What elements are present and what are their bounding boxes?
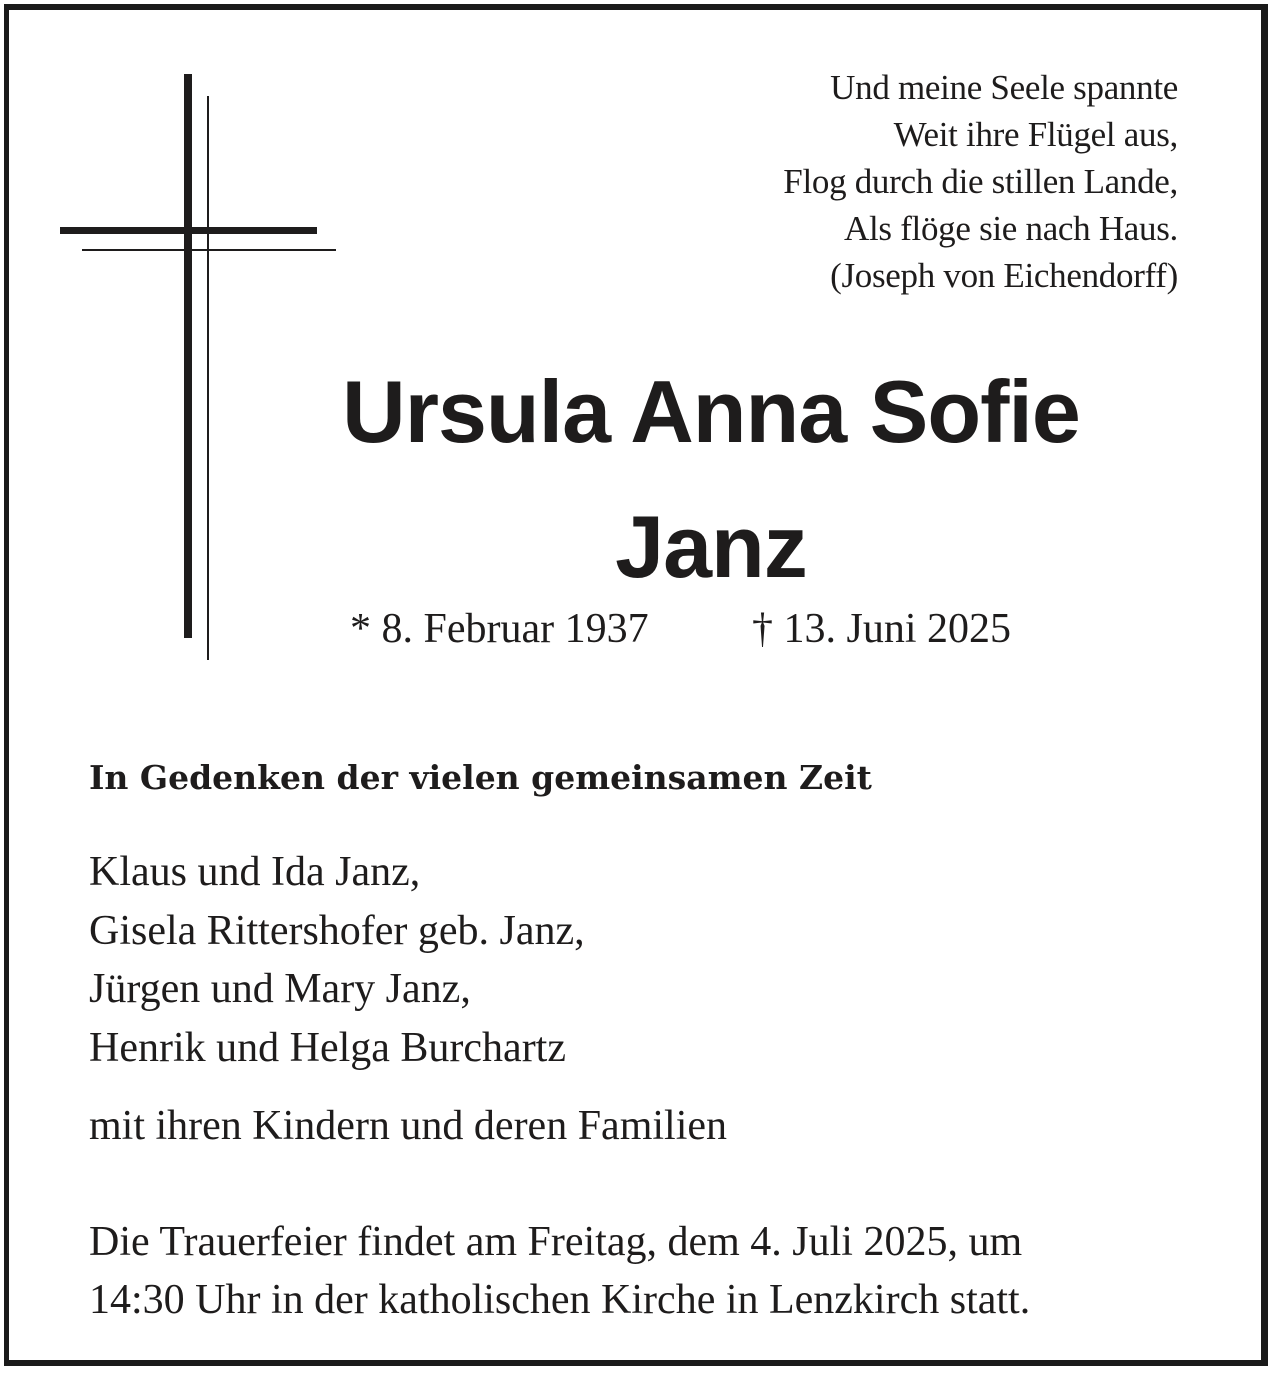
service-line: Die Trauerfeier findet am Freitag, dem 4. Juli 2025, um	[89, 1219, 1023, 1265]
cross-horizontal-thin	[82, 249, 336, 251]
poem-line: Und meine Seele spannte	[830, 68, 1178, 107]
mourner-line: Klaus und Ida Janz,	[89, 849, 421, 895]
poem-line: Als flöge sie nach Haus.	[844, 209, 1178, 248]
mourner-line: Gisela Rittershofer geb. Janz,	[89, 907, 585, 954]
poem-quote	[783, 64, 1178, 299]
memory-heading: In Gedenken der vielen gemeinsamen Zeit	[89, 758, 872, 797]
poem-author: (Joseph von Eichendorff)	[830, 256, 1178, 295]
deceased-first-names: Ursula Anna Sofie	[342, 362, 1080, 461]
death-date: † 13. Juni 2025	[752, 606, 1012, 652]
poem-line: Flog durch die stillen Lande,	[783, 162, 1178, 201]
mourner-line: Jürgen und Mary Janz,	[89, 966, 471, 1012]
birth-date: * 8. Februar 1937	[350, 606, 649, 652]
service-line: 14:30 Uhr in der katholischen Kirche in Lenzkirch statt.	[89, 1277, 1031, 1323]
cross-vertical-thin	[207, 96, 209, 660]
mourner-line: Henrik und Helga Burchartz	[89, 1024, 566, 1071]
cross-vertical-thick	[184, 74, 192, 638]
deceased-last-name: Janz	[615, 497, 807, 596]
mourners-list	[89, 843, 585, 1077]
poem-line: Weit ihre Flügel aus,	[893, 115, 1178, 154]
cross-horizontal-thick	[60, 227, 317, 234]
families-line: mit ihren Kindern und deren Familien	[89, 1103, 728, 1149]
service-announcement	[89, 1213, 1030, 1329]
